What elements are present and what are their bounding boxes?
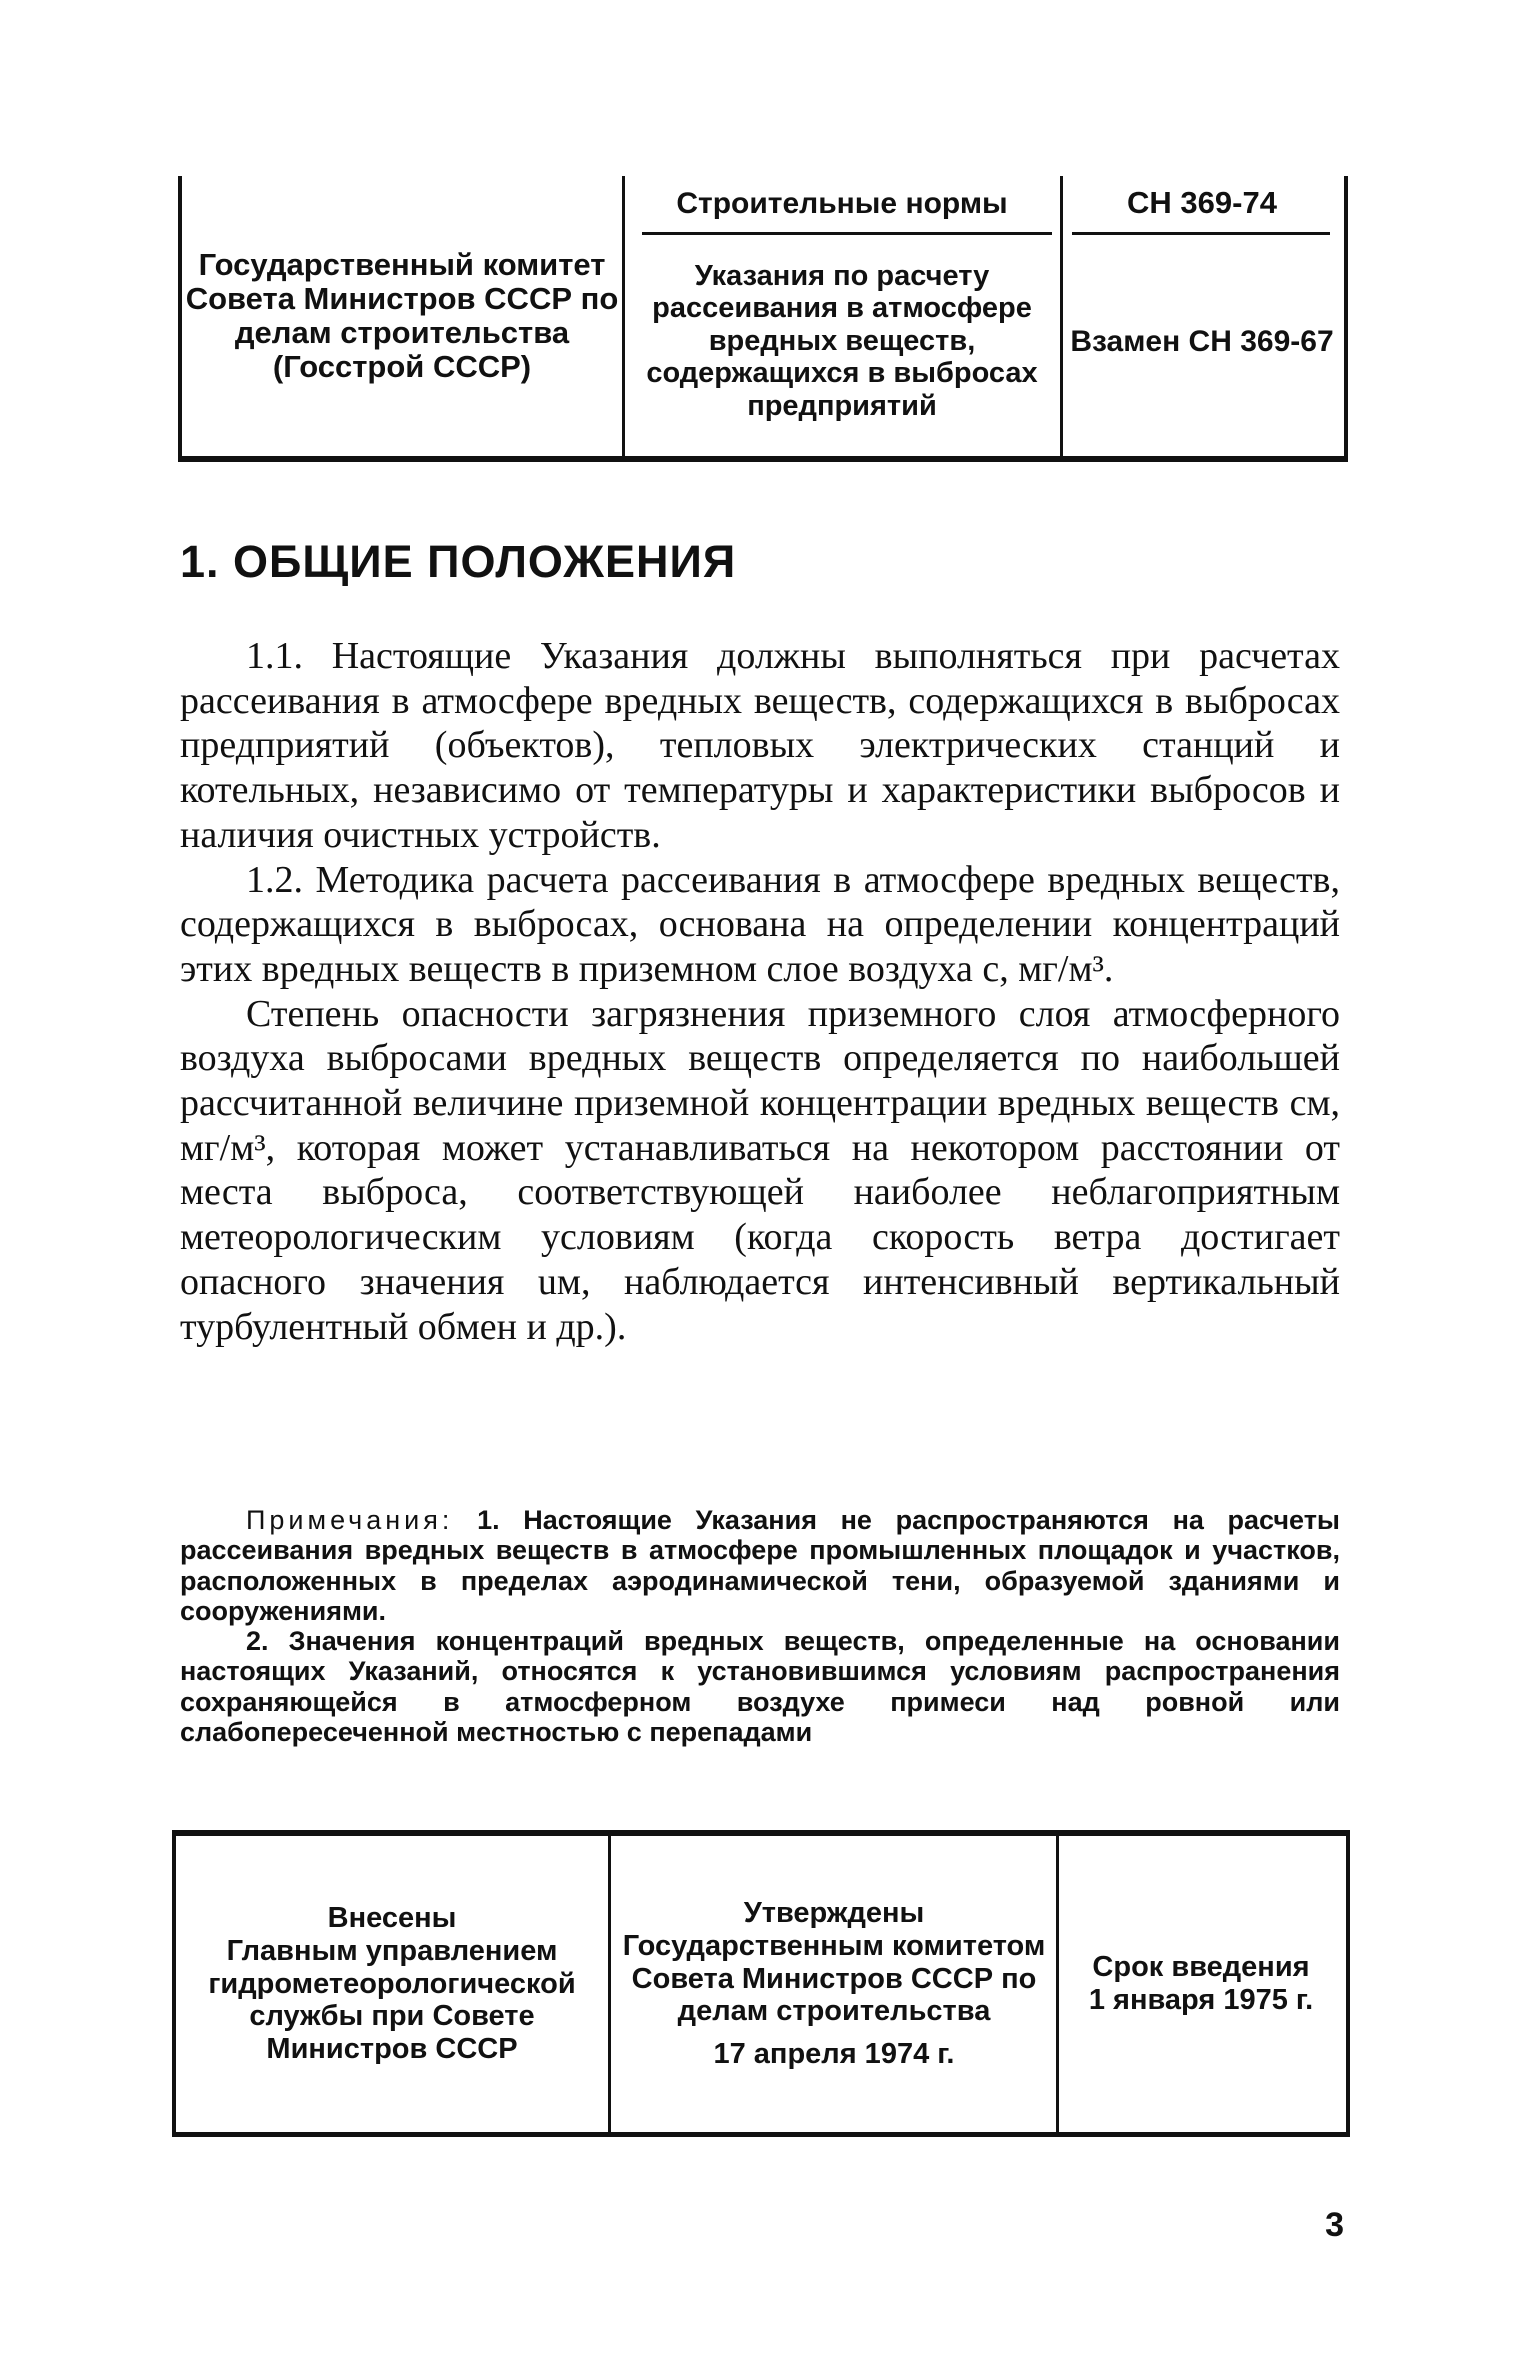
replaces-code: Взамен СН 369-67: [1070, 324, 1334, 358]
page-number: 3: [1325, 2206, 1344, 2244]
effective-date-cell: [1060, 1836, 1342, 2132]
section-title: 1. ОБЩИЕ ПОЛОЖЕНИЯ: [180, 536, 737, 587]
approved-body: Государственным комитетом Совета Министров СССР по делам строительства: [622, 1929, 1046, 2028]
document-code: СН 369-74: [1127, 184, 1277, 220]
paragraph-hazard: [180, 992, 1340, 1350]
effective-label: Срок введения: [1092, 1951, 1310, 1984]
introduced-label: Внесены: [327, 1902, 457, 1935]
note-text: 2. Значения концентраций вредных веществ, определенные на основании настоящих Указаний, относятся к установившимся условиям распространения сохраняющейся в атмосферном воздухе примеси над ровной или слабопересеченной местностью с перепадами: [180, 1626, 1340, 1748]
header-table: [178, 176, 1348, 462]
norms-label: Строительные нормы: [676, 186, 1008, 220]
paragraph-number: 1.1.: [246, 635, 303, 677]
header-divider: [1060, 176, 1063, 456]
approved-label: Утверждены: [743, 1897, 925, 1930]
notes-label: Примечания:: [246, 1505, 454, 1535]
issuing-organization: Государственный комитет Совета Министров СССР по делам строительства (Госстрой СССР): [185, 246, 619, 385]
document-title: Указания по расчету рассеивания в атмосфере вредных веществ, содержащихся в выбросах предприятий: [646, 259, 1038, 422]
header-rule: [642, 232, 1052, 235]
introduced-by: [176, 1836, 608, 2132]
footer-divider: [608, 1836, 611, 2132]
paragraph-1-2: [180, 858, 1340, 992]
header-rule: [1072, 232, 1330, 235]
introduced-body: Главным управлением гидрометеорологической службы при Совете Министров СССР: [208, 1934, 576, 2066]
footer-divider: [1056, 1836, 1059, 2132]
paragraph-text: Степень опасности загрязнения приземного слоя атмосферного воздуха выбросами вредных веществ определяется по наибольшей рассчитанной величине приземной концентрации вредных веществ cм, мг/м³, которая может устанавливаться на некотором расстоянии от места выброса, соответствующей наиболее неблагоприятным метеорологическим условиям (когда скорость ветра достигает опасного значения uм, наблюдается интенсивный вертикальный турбулентный обмен и др.).: [180, 992, 1340, 1348]
header-divider: [622, 176, 625, 456]
note-text: 1. Настоящие Указания не распространяются на расчеты рассеивания вредных веществ в атмосфере промышленных площадок и участков, расположенных в пределах аэродинамической тени, образуемой зданиями и сооружениями.: [180, 1505, 1340, 1626]
notes: [180, 1505, 1340, 1747]
paragraph-number: 1.2.: [246, 858, 303, 901]
paragraph-text: Методика расчета рассеивания в атмосфере вредных веществ, содержащихся в выбросах, основана на определении концентраций этих вредных веществ в приземном слое воздуха c, мг/м³.: [180, 858, 1340, 990]
body-text: [180, 634, 1340, 1349]
note-1: [180, 1505, 1340, 1626]
effective-date: 1 января 1975 г.: [1088, 1984, 1314, 2016]
paragraph-text: Настоящие Указания должны выполняться при расчетах рассеивания в атмосфере вредных веществ, содержащихся в выбросах предприятий (объектов), тепловых электрических станций и котельных, независимо от температуры и характеристики выбросов и наличия очистных устройств.: [180, 635, 1340, 856]
footer-table: [172, 1830, 1350, 2137]
note-2: [180, 1626, 1340, 1747]
approved-date: 17 апреля 1974 г.: [713, 2038, 955, 2071]
approved-by: [612, 1836, 1056, 2132]
paragraph-1-1: [180, 634, 1340, 858]
